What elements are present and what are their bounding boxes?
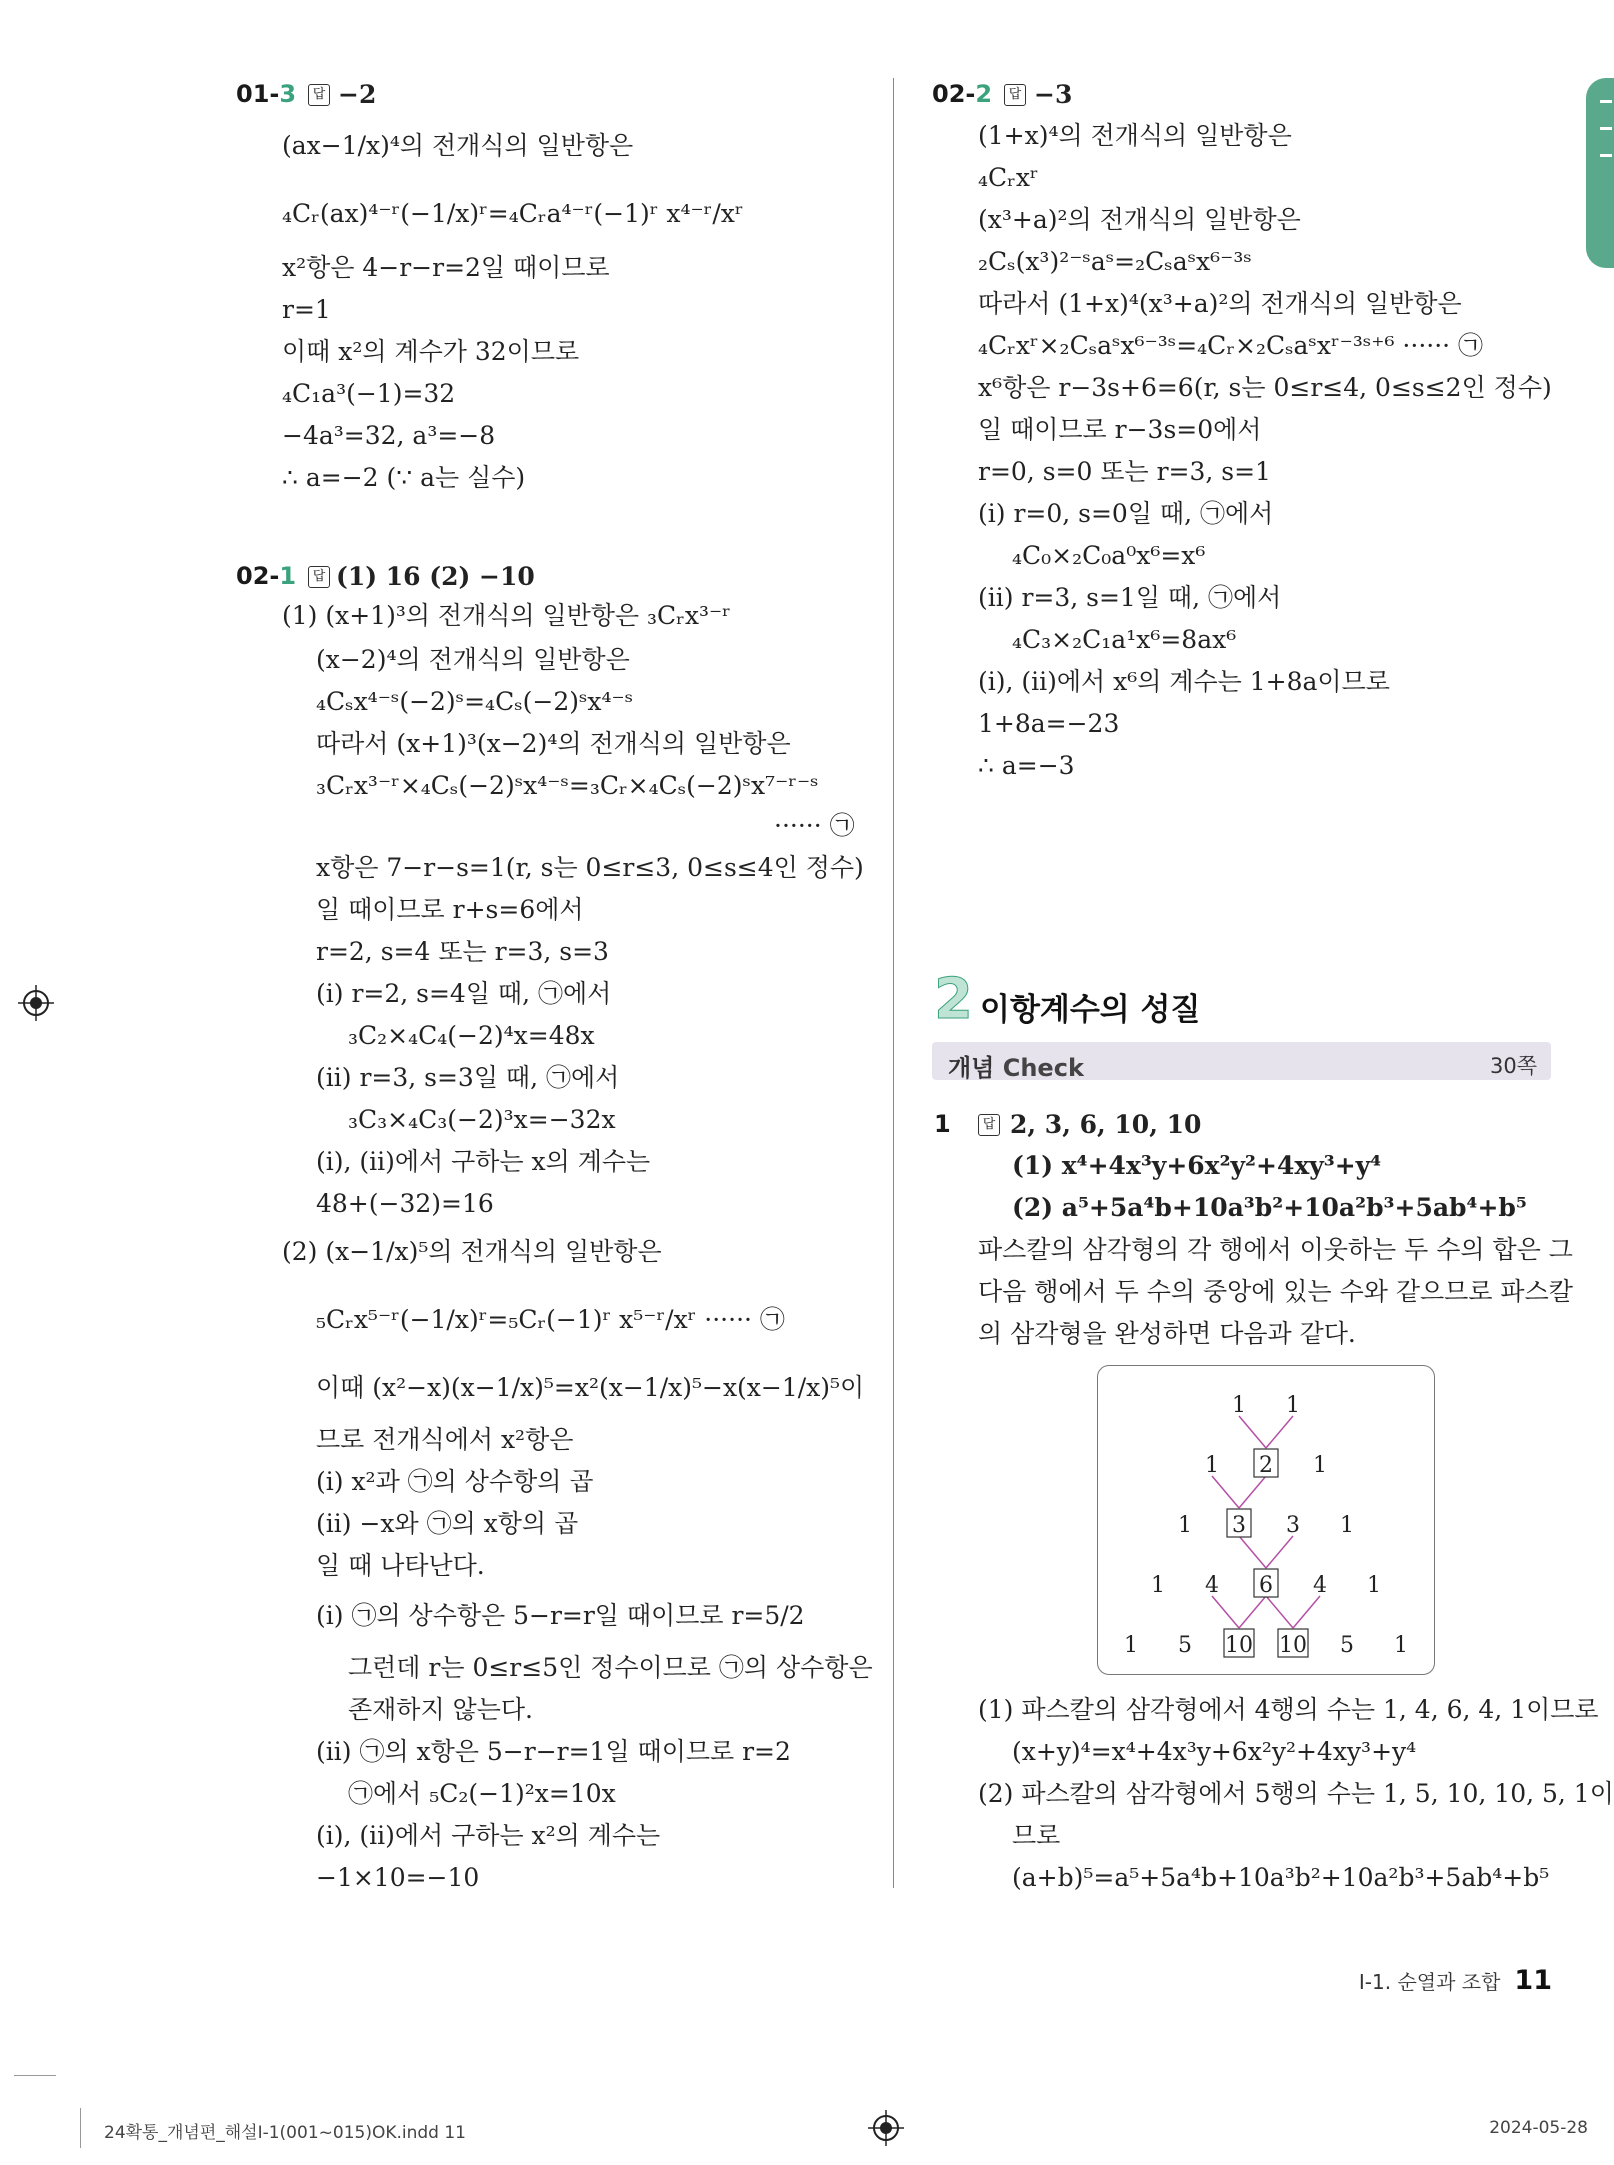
triangle-value: 10 [1279, 1633, 1307, 1658]
solution-line: 일 때이므로 r+s=6에서 [316, 895, 584, 924]
file-info: 24확통_개념편_해설Ⅰ-1(001~015)OK.indd 11 [104, 2123, 467, 2143]
triangle-value: 1 [1367, 1573, 1381, 1598]
crop-mark [14, 2075, 56, 2076]
triangle-value: 5 [1340, 1633, 1354, 1658]
problem-number: 02-2 [932, 80, 993, 108]
solution-line: 므로 전개식에서 x²항은 [316, 1425, 574, 1454]
triangle-connector [1212, 1596, 1239, 1628]
solution-line: ₃C₂×₄C₄(−2)⁴x=48x [348, 1021, 595, 1050]
solution-line: r=2, s=4 또는 r=3, s=3 [316, 937, 609, 966]
solution-line: ······ ㉠ [774, 811, 855, 840]
solution-line: r=1 [282, 295, 331, 324]
solution-line: r=0, s=0 또는 r=3, s=1 [978, 457, 1271, 486]
side-tab-marks [1600, 100, 1608, 240]
triangle-value: 3 [1232, 1513, 1246, 1538]
solution-line: (ⅰ) r=0, s=0일 때, ㉠에서 [978, 499, 1274, 528]
answer-icon: 답 [1004, 84, 1026, 106]
triangle-value: 1 [1205, 1453, 1219, 1478]
solution-line: ㉠에서 ₅C₂(−1)²x=10x [348, 1779, 616, 1808]
print-date: 2024-05-28 [1489, 2118, 1588, 2138]
solution-line: ₄C₃×₂C₁a¹x⁶=8ax⁶ [1012, 625, 1237, 654]
triangle-value: 4 [1313, 1573, 1327, 1598]
triangle-connector [1212, 1476, 1239, 1508]
answer-value: −3 [1034, 80, 1073, 109]
triangle-value: 4 [1205, 1573, 1219, 1598]
answer-icon: 답 [308, 84, 330, 106]
triangle-connector [1239, 1416, 1266, 1448]
triangle-value: 1 [1178, 1513, 1192, 1538]
answer-icon: 답 [308, 566, 330, 588]
solution-line: 이때 x²의 계수가 32이므로 [282, 337, 580, 366]
answer-icon: 답 [978, 1114, 1000, 1136]
solution-line: 파스칼의 삼각형의 각 행에서 이웃하는 두 수의 합은 그 [978, 1235, 1573, 1264]
solution-line: (ⅱ) r=3, s=3일 때, ㉠에서 [316, 1063, 620, 1092]
pascal-triangle-figure [1097, 1365, 1435, 1675]
solution-line: (x+y)⁴=x⁴+4x³y+6x²y²+4xy³+y⁴ [1012, 1737, 1417, 1766]
solution-line: (ⅱ) −x와 ㉠의 x항의 곱 [316, 1509, 579, 1538]
solution-line: ₄Cᵣxʳ [978, 163, 1039, 192]
solution-line: ₄Cᵣ(ax)⁴⁻ʳ(−1/x)ʳ=₄Cᵣa⁴⁻ʳ(−1)ʳ x⁴⁻ʳ/xʳ [282, 199, 744, 228]
triangle-value: 1 [1313, 1453, 1327, 1478]
solution-line: (ⅱ) ㉠의 x항은 5−r−r=1일 때이므로 r=2 [316, 1737, 791, 1766]
registration-mark-icon [868, 2110, 904, 2146]
column-divider [893, 78, 894, 1888]
solution-line: ₄C₁a³(−1)=32 [282, 379, 456, 408]
triangle-value: 1 [1286, 1393, 1300, 1418]
crop-mark [80, 2108, 81, 2148]
solution-line: 일 때 나타난다. [316, 1551, 485, 1580]
solution-line: (1) x⁴+4x³y+6x²y²+4xy³+y⁴ [1012, 1151, 1382, 1180]
page-footer [1359, 1965, 1552, 1996]
solution-line: ₄Cₛx⁴⁻ˢ(−2)ˢ=₄Cₛ(−2)ˢx⁴⁻ˢ [316, 687, 634, 716]
triangle-connector [1266, 1596, 1293, 1628]
problem-number: 02-1 [236, 562, 297, 590]
solution-line: (2) 파스칼의 삼각형에서 5행의 수는 1, 5, 10, 10, 5, 1이 [978, 1779, 1614, 1808]
triangle-value: 6 [1259, 1573, 1273, 1598]
solution-line: ∴ a=−2 (∵ a는 실수) [282, 463, 526, 492]
solution-line: ₅Cᵣx⁵⁻ʳ(−1/x)ʳ=₅Cᵣ(−1)ʳ x⁵⁻ʳ/xʳ ······ ㉠ [316, 1305, 785, 1334]
section-number: 2 [934, 967, 973, 1032]
solution-line: ₄Cᵣxʳ×₂Cₛaˢx⁶⁻³ˢ=₄Cᵣ×₂Cₛaˢxʳ⁻³ˢ⁺⁶ ······ ㉠ [978, 331, 1484, 360]
triangle-value: 1 [1232, 1393, 1246, 1418]
section-title: 이항계수의 성질 [980, 992, 1201, 1028]
answer-value: 2, 3, 6, 10, 10 [1010, 1110, 1202, 1139]
solution-line: (ⅰ), (ⅱ)에서 x⁶의 계수는 1+8a이므로 [978, 667, 1390, 696]
registration-mark-icon [18, 985, 54, 1021]
triangle-value: 10 [1225, 1633, 1253, 1658]
triangle-value: 5 [1178, 1633, 1192, 1658]
solution-line: ₂Cₛ(x³)²⁻ˢaˢ=₂Cₛaˢx⁶⁻³ˢ [978, 247, 1252, 276]
concept-check-label: 개념 Check [948, 1054, 1084, 1082]
problem-number: 01-3 [236, 80, 297, 108]
solution-line: (1) (x+1)³의 전개식의 일반항은 ₃Cᵣx³⁻ʳ [282, 601, 731, 630]
solution-line: x⁶항은 r−3s+6=6(r, s는 0≤r≤4, 0≤s≤2인 정수) [978, 373, 1552, 402]
triangle-connector [1239, 1536, 1266, 1568]
solution-line: (ax−1/x)⁴의 전개식의 일반항은 [282, 131, 634, 160]
solution-line: (a+b)⁵=a⁵+5a⁴b+10a³b²+10a²b³+5ab⁴+b⁵ [1012, 1863, 1550, 1892]
solution-line: (1) 파스칼의 삼각형에서 4행의 수는 1, 4, 6, 4, 1이므로 [978, 1695, 1599, 1724]
solution-line: (ⅰ), (ⅱ)에서 구하는 x²의 계수는 [316, 1821, 661, 1850]
answer-value: (1) 16 (2) −10 [336, 562, 535, 591]
triangle-connector [1266, 1536, 1293, 1568]
triangle-connector [1239, 1596, 1266, 1628]
triangle-value: 2 [1259, 1453, 1273, 1478]
solution-line: ₃Cᵣx³⁻ʳ×₄Cₛ(−2)ˢx⁴⁻ˢ=₃Cᵣ×₄Cₛ(−2)ˢx⁷⁻ʳ⁻ˢ [316, 771, 819, 800]
chapter-label: Ⅰ-1. 순열과 조합 [1358, 1970, 1501, 1994]
triangle-connector [1293, 1596, 1320, 1628]
solution-line: (1+x)⁴의 전개식의 일반항은 [978, 121, 1292, 150]
problem-number: 1 [934, 1110, 951, 1138]
solution-line: ∴ a=−3 [978, 751, 1075, 780]
solution-line: −1×10=−10 [316, 1863, 480, 1892]
triangle-connector [1239, 1476, 1266, 1508]
solution-line: 다음 행에서 두 수의 중앙에 있는 수와 같으므로 파스칼 [978, 1277, 1573, 1306]
page-number: 11 [1514, 1965, 1552, 1996]
solution-line: (ⅰ) r=2, s=4일 때, ㉠에서 [316, 979, 612, 1008]
triangle-value: 3 [1286, 1513, 1300, 1538]
triangle-value: 1 [1340, 1513, 1354, 1538]
solution-line: x²항은 4−r−r=2일 때이므로 [282, 253, 610, 282]
triangle-value: 1 [1124, 1633, 1138, 1658]
solution-line: (2) (x−1/x)⁵의 전개식의 일반항은 [282, 1237, 662, 1266]
solution-line: 므로 [1012, 1821, 1061, 1850]
triangle-connector [1266, 1416, 1293, 1448]
solution-line: (ⅰ), (ⅱ)에서 구하는 x의 계수는 [316, 1147, 651, 1176]
solution-line: 따라서 (1+x)⁴(x³+a)²의 전개식의 일반항은 [978, 289, 1462, 318]
solution-line: 그런데 r는 0≤r≤5인 정수이므로 ㉠의 상수항은 [348, 1653, 873, 1682]
solution-line: −4a³=32, a³=−8 [282, 421, 496, 450]
triangle-value: 1 [1394, 1633, 1408, 1658]
solution-line: (ⅰ) ㉠의 상수항은 5−r=r일 때이므로 r=5/2 [316, 1601, 805, 1630]
solution-line: (2) a⁵+5a⁴b+10a³b²+10a²b³+5ab⁴+b⁵ [1012, 1193, 1527, 1222]
solution-line: 1+8a=−23 [978, 709, 1120, 738]
solution-line: 따라서 (x+1)³(x−2)⁴의 전개식의 일반항은 [316, 729, 791, 758]
concept-check-bar [932, 1042, 1551, 1080]
solution-line: 의 삼각형을 완성하면 다음과 같다. [978, 1319, 1356, 1348]
answer-value: −2 [338, 80, 377, 109]
solution-line: 일 때이므로 r−3s=0에서 [978, 415, 1262, 444]
solution-line: 존재하지 않는다. [348, 1695, 533, 1724]
solution-line: (ⅱ) r=3, s=1일 때, ㉠에서 [978, 583, 1282, 612]
solution-line: x항은 7−r−s=1(r, s는 0≤r≤3, 0≤s≤4인 정수) [316, 853, 864, 882]
solution-line: ₄C₀×₂C₀a⁰x⁶=x⁶ [1012, 541, 1206, 570]
solution-line: ₃C₃×₄C₃(−2)³x=−32x [348, 1105, 616, 1134]
solution-line: (x³+a)²의 전개식의 일반항은 [978, 205, 1301, 234]
solution-line: 이때 (x²−x)(x−1/x)⁵=x²(x−1/x)⁵−x(x−1/x)⁵이 [316, 1373, 865, 1402]
solution-line: 48+(−32)=16 [316, 1189, 494, 1218]
triangle-value: 1 [1151, 1573, 1165, 1598]
concept-check-page: 30쪽 [1489, 1054, 1537, 1078]
pascal-triangle-svg [1098, 1366, 1434, 1674]
solution-line: (x−2)⁴의 전개식의 일반항은 [316, 645, 630, 674]
solution-line: (ⅰ) x²과 ㉠의 상수항의 곱 [316, 1467, 594, 1496]
